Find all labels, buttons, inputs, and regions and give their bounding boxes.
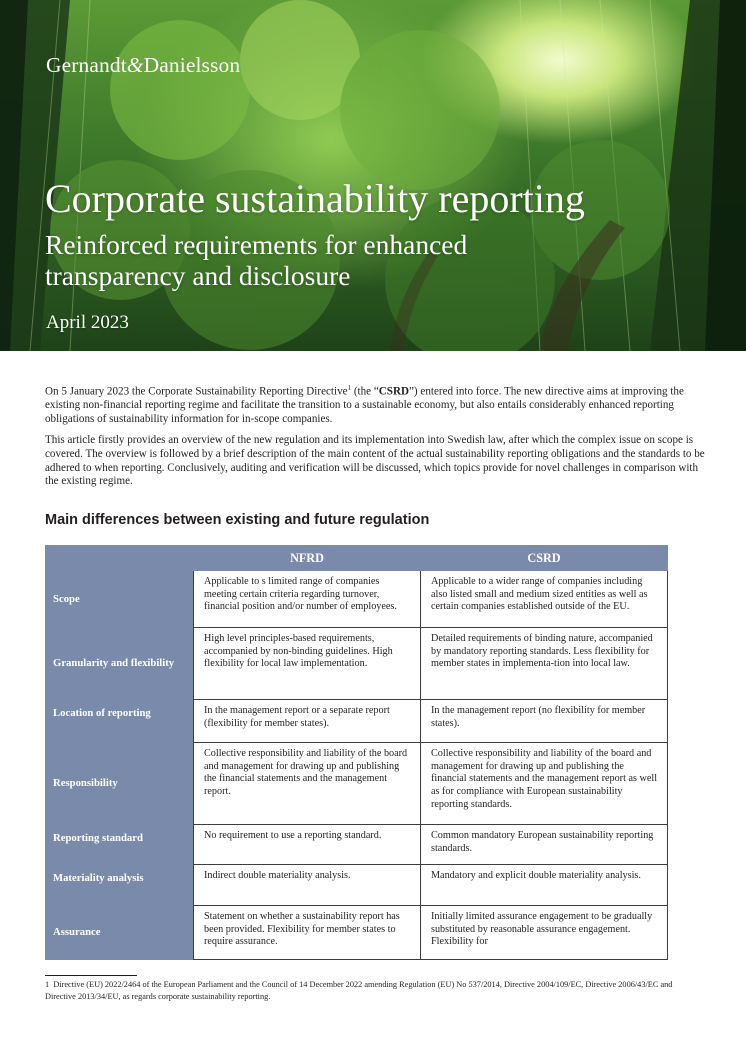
footnote-number: 1 — [45, 980, 50, 989]
column-header-nfrd: NFRD — [194, 546, 421, 571]
csrd-cell: Collective responsibility and liability of the board and management for drawing up and publishing the financial statements and the management report as well as for compliance with European sustainability reporting standards. — [421, 743, 668, 825]
table-corner-cell — [46, 546, 194, 571]
table-row — [46, 865, 668, 906]
nfrd-cell: In the management report or a separate report (flexibility for member states). — [194, 700, 421, 743]
publication-date: April 2023 — [46, 312, 129, 333]
table-row — [46, 571, 668, 628]
nfrd-cell: No requirement to use a reporting standard. — [194, 825, 421, 865]
table-header-row — [46, 546, 668, 571]
row-label: Assurance — [46, 906, 194, 960]
footnote-text: Directive (EU) 2022/2464 of the European Parliament and the Council of 14 December 2022 amending Regulation (EU) No 537/2014, Directive 2004/109/EC, Directive 2006/43/EC and Directive 2013/34/EU, as regards corporate sustainability reporting. — [45, 980, 673, 1001]
row-label: Granularity and flexibility — [46, 628, 194, 700]
row-label: Responsibility — [46, 743, 194, 825]
page-title: Corporate sustainability reporting — [45, 176, 585, 221]
table-row — [46, 743, 668, 825]
table-row — [46, 825, 668, 865]
csrd-cell: Applicable to a wider range of companies including also listed small and medium sized entities as well as certain companies established outside of the EU. — [421, 571, 668, 628]
section-heading: Main differences between existing and future regulation — [45, 512, 430, 528]
row-label: Location of reporting — [46, 700, 194, 743]
intro-text — [45, 382, 705, 496]
csrd-cell: In the management report (no flexibility for member states). — [421, 700, 668, 743]
column-header-csrd: CSRD — [421, 546, 668, 571]
company-logo: Gernandt&Danielsson — [46, 53, 241, 77]
csrd-cell: Mandatory and explicit double materiality analysis. — [421, 865, 668, 906]
footnote-ref: 1 — [347, 384, 352, 392]
row-label: Reporting standard — [46, 825, 194, 865]
csrd-cell: Initially limited assurance engagement to be gradually substituted by reasonable assurance engagement. Flexibility for — [421, 906, 668, 960]
comparison-table — [45, 545, 668, 960]
footnote-divider — [45, 975, 137, 976]
table-row — [46, 700, 668, 743]
table-row — [46, 628, 668, 700]
hero-banner — [0, 0, 746, 351]
nfrd-cell: Applicable to s limited range of companies meeting certain criteria regarding turnover, financial position and/or number of employees. — [194, 571, 421, 628]
nfrd-cell: Statement on whether a sustainability report has been provided. Flexibility for member states to require assurance. — [194, 906, 421, 960]
csrd-cell: Detailed requirements of binding nature, accompanied by mandatory reporting standards. Less flexibility for member states in implementa-tion into local law. — [421, 628, 668, 700]
footnote — [45, 979, 685, 1002]
nfrd-cell: Collective responsibility and liability of the board and management for drawing up and publishing the financial statements and the management report. — [194, 743, 421, 825]
nfrd-cell: Indirect double materiality analysis. — [194, 865, 421, 906]
row-label: Scope — [46, 571, 194, 628]
csrd-cell: Common mandatory European sustainability reporting standards. — [421, 825, 668, 865]
intro-paragraph-2: This article firstly provides an overview of the new regulation and its implementation into Swedish law, after which the complex issue on scope is covered. The overview is followed by a brief description of the main content of the actual sustainability reporting obligations and the standards to be adhered to when reporting. Conclusively, auditing and verification will be discussed, which topics provide for novel challenges in comparison with the existing regime. — [45, 434, 705, 488]
intro-paragraph-1: On 5 January 2023 the Corporate Sustainability Reporting Directive$^1$ (the “CSRD”) entered into force. The new directive aims at improving the existing non-financial reporting regime and facilitate the transition to a sustainable economy, but also entails considerably enhanced reporting obligations of sustainability information for in-scope companies. — [45, 384, 684, 426]
row-label: Materiality analysis — [46, 865, 194, 906]
table-row — [46, 906, 668, 960]
page-subtitle: Reinforced requirements for enhanced transparency and disclosure — [45, 229, 468, 291]
nfrd-cell: High level principles-based requirements, accompanied by non-binding guidelines. High flexibility for local law implementation. — [194, 628, 421, 700]
